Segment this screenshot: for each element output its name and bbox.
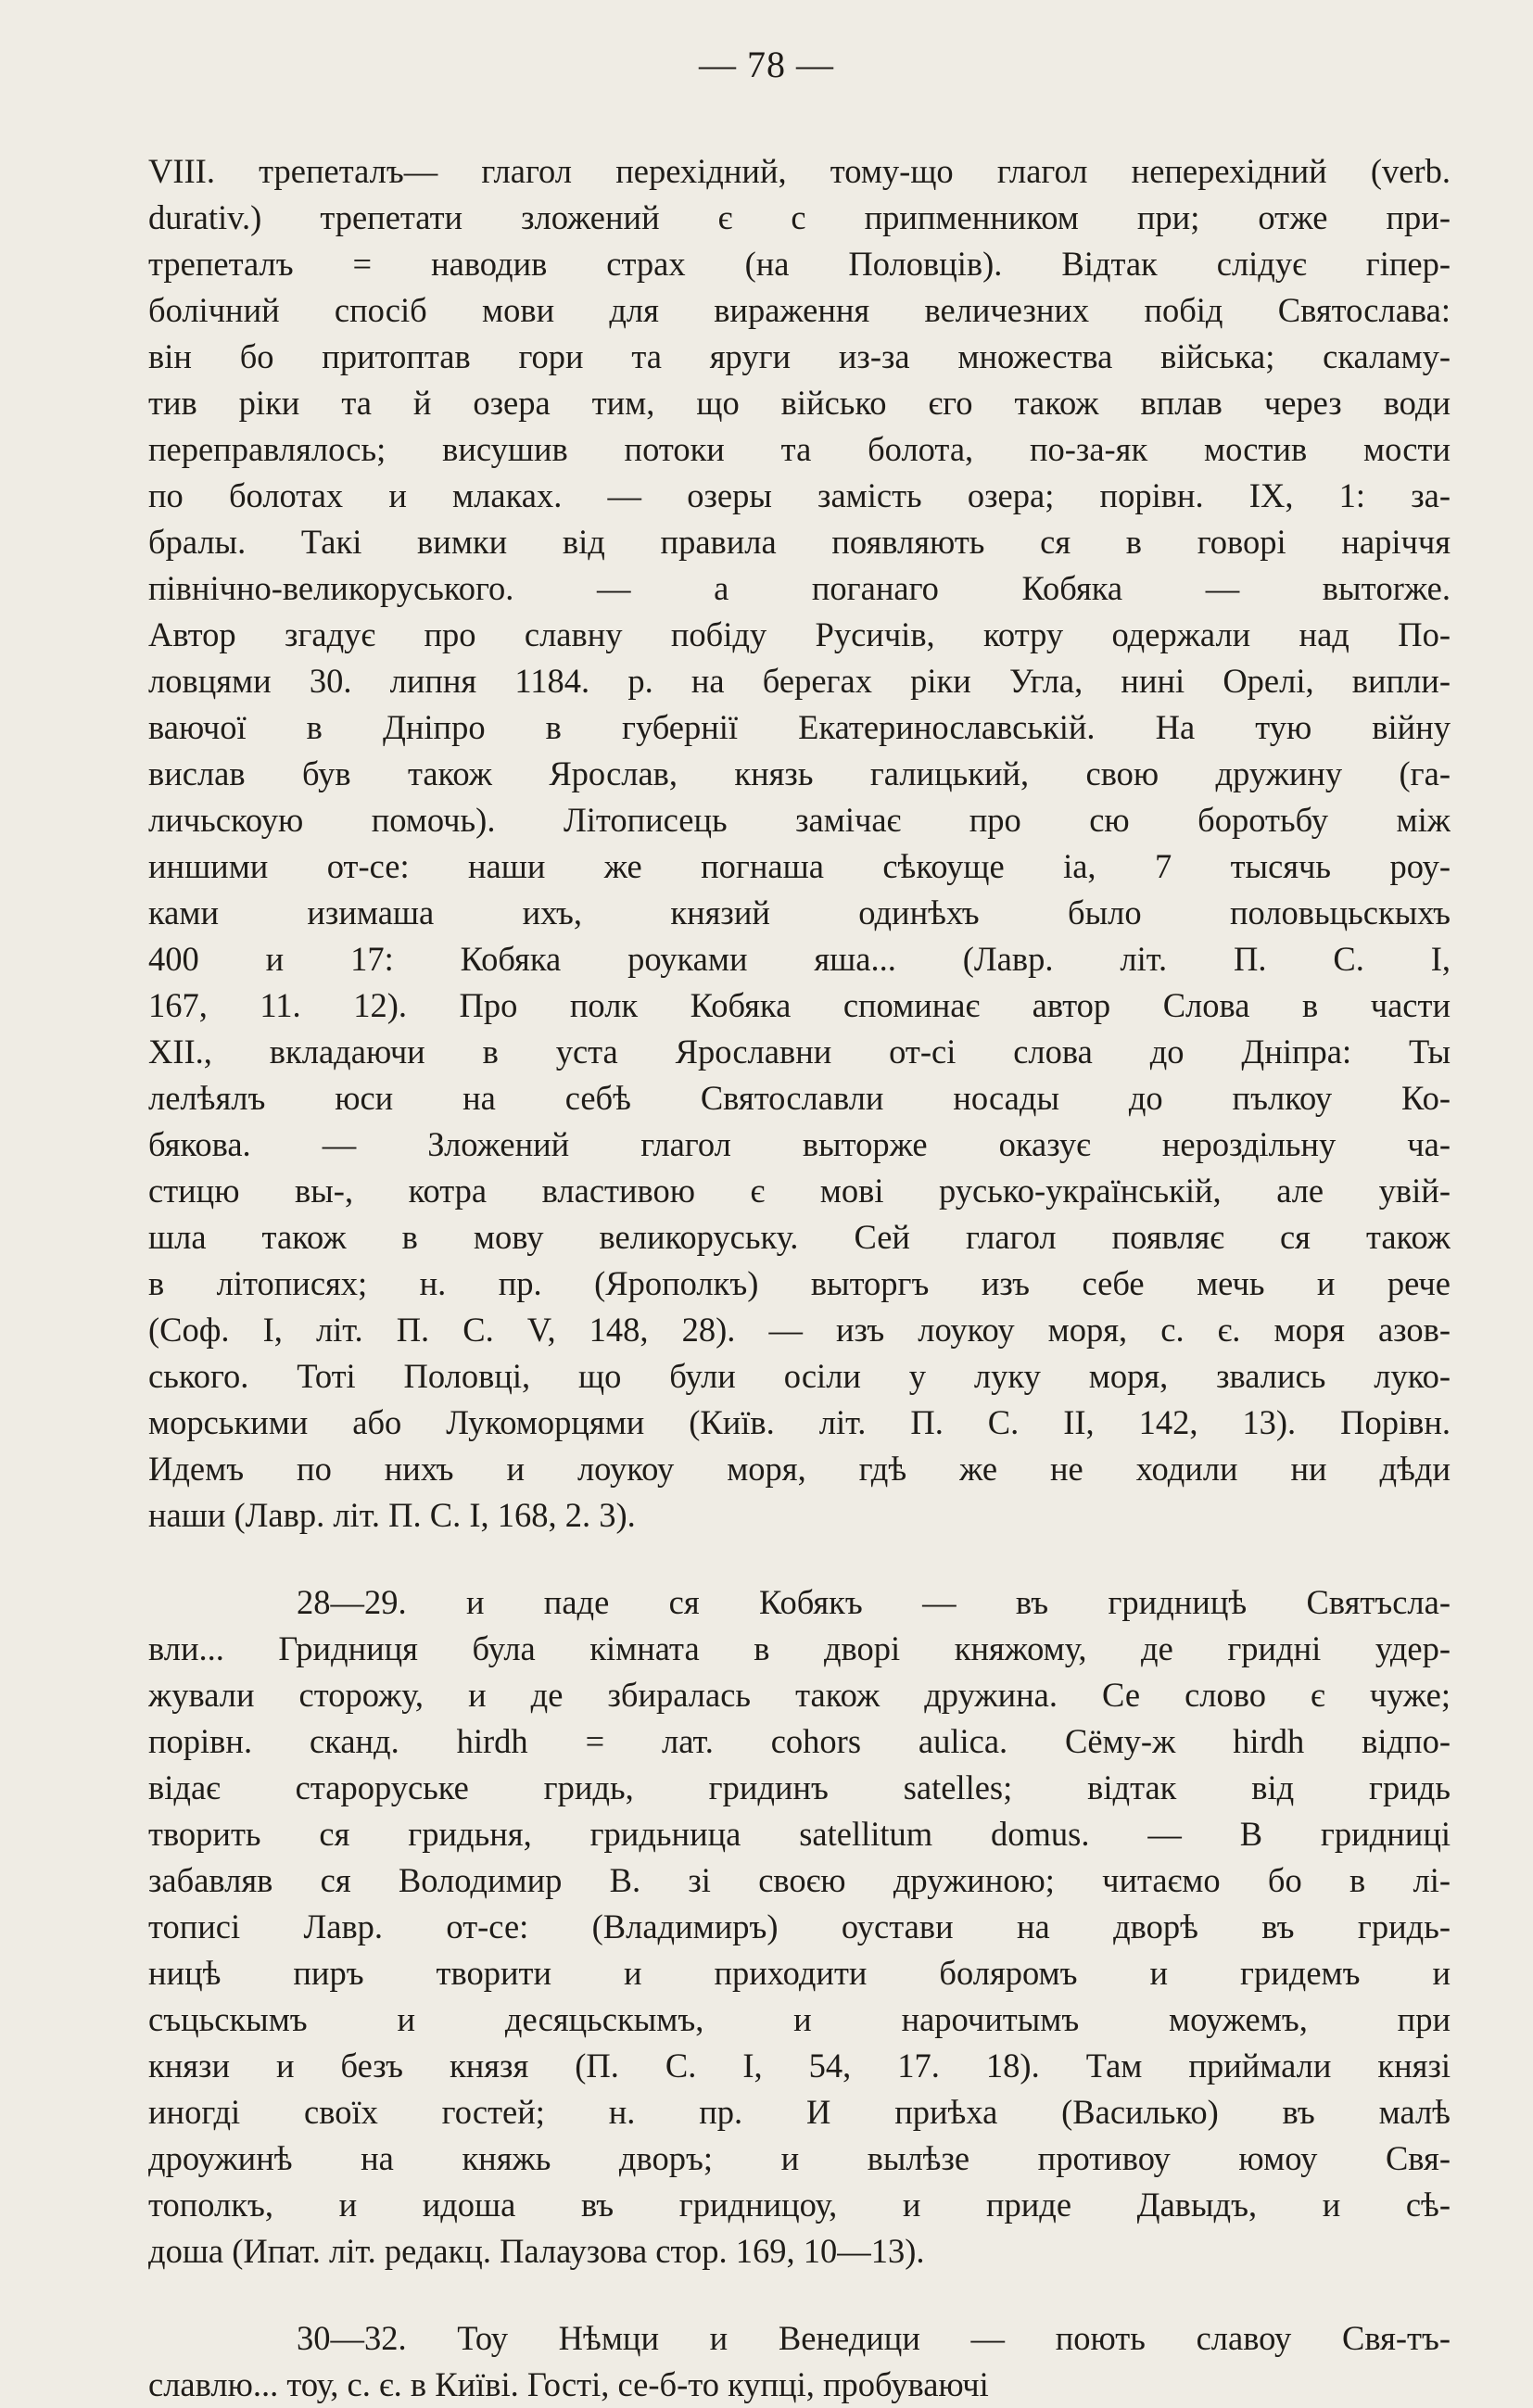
text-line: бякова. — Зложений глагол вытоpже оказує нероздільну ча- <box>148 1125 1451 1163</box>
text-line: съцьскымъ и десяцьскымъ, и нарочитымъ моужемъ, при <box>148 2000 1451 2038</box>
text-line: ваючої в Дніпро в губернії Екатеринославській. На тую війну <box>148 708 1451 746</box>
page-number: — 78 — <box>699 44 834 85</box>
text-line: доша (Ипат. літ. редакц. Палаузова стор. 169, 10—13). <box>148 2232 925 2270</box>
text-line: шла також в мову великоруську. Сей глагол появляє ся також <box>148 1218 1451 1256</box>
text-line: (Соф. I, літ. П. С. V, 148, 28). — изъ лоукоу моря, с. є. моря азов- <box>148 1311 1451 1349</box>
paragraph-30-32 <box>148 2315 1451 2408</box>
text-line: болічний спосіб мови для вираження величезних побід Святослава: <box>148 291 1451 329</box>
paragraph-28-29 <box>148 1579 1451 2275</box>
text-line: ловцями 30. липня 1184. р. на берегах ріки Угла, нині Орелі, випли- <box>148 662 1451 700</box>
text-line: durativ.) трепетати зложений є с припменником при; отже при- <box>148 198 1451 236</box>
paragraph-gap <box>148 2275 1451 2315</box>
text-line: XII., вкладаючи в уста Ярославни от-сі слова до Дніпра: Ты <box>148 1033 1451 1071</box>
text-line: князи и безъ князя (П. С. I, 54, 17. 18). Там приймали князі <box>148 2047 1451 2085</box>
paragraph-gap <box>148 1539 1451 1579</box>
text-line: жували сторожу, и де збиралась також дружина. Се слово є чуже; <box>148 1676 1451 1714</box>
text-line: дроужинѣ на княжь дворъ; и вылѣзе противоу юмоу Свя- <box>148 2139 1451 2177</box>
text-line: иншими от-се: наши же погнаша сѣкоуще ia, 7 тысячь роу- <box>148 847 1451 885</box>
paragraph-viii <box>148 148 1451 1539</box>
text-line: 30—32. Тоу Нѣмци и Венедици — поють славоу Свя-тъ- <box>297 2319 1451 2357</box>
text-line: в літописях; н. пр. (Ярополкъ) вытоpгъ изъ себе мечь и рече <box>148 1264 1451 1302</box>
text-line: північно-великоруського. — а поганаго Кобяка — вытorже. <box>148 569 1451 607</box>
text-line: стицю вы-, котра властивою є мові русько-українській, але увій- <box>148 1172 1451 1210</box>
text-line: тополкъ, и идоша въ гридницоу, и приде Давыдъ, и сѣ- <box>148 2186 1451 2224</box>
text-line: славлю... тоу, с. є. в Київі. Гості, се-б-то купці, пробуваючі <box>148 2365 989 2403</box>
text-line: лелѣялъ юси на себѣ Святославли носады до пълкоу Ко- <box>148 1079 1451 1117</box>
text-line: тописі Лавр. от-се: (Владимиръ) оустави на дворѣ въ гридь- <box>148 1907 1451 1945</box>
body-text <box>148 148 1451 2408</box>
text-line: 400 и 17: Кобяка роуками яша... (Лавр. літ. П. С. I, <box>148 940 1451 978</box>
text-line: він бо притоптав гори та яруги из-за множества війська; скаламу- <box>148 337 1451 375</box>
text-line: Идемъ по нихъ и лоукоу моря, гдѣ же не ходили ни дѣди <box>148 1450 1451 1488</box>
text-line: 167, 11. 12). Про полк Кобяка споминає автор Слова в части <box>148 986 1451 1024</box>
text-line: иногді своїх гостей; н. пр. И приѣха (Василько) въ малѣ <box>148 2093 1451 2131</box>
text-line: відає староруське гридь, гридинъ satelles; відтак від гридь <box>148 1768 1451 1806</box>
text-line: Автор згадує про славну побіду Русичів, котру одержали над По- <box>148 615 1451 653</box>
text-line: 28—29. и паде ся Кобякъ — въ гридницѣ Святъсла- <box>297 1583 1451 1621</box>
text-line: забавляв ся Володимир В. зі своєю дружиною; читаємо бо в лі- <box>148 1861 1451 1899</box>
text-line: тив ріки та й озера тим, що військо єго також вплав через води <box>148 384 1451 422</box>
text-line: трепеталъ = наводив страх (на Половців). Відтак слідує гіпер- <box>148 245 1451 283</box>
text-line: по болотах и млаках. — озеры замість озера; порівн. IX, 1: за- <box>148 476 1451 514</box>
text-line: бралы. Такі вимки від правила появляють ся в говорі наріччя <box>148 523 1451 561</box>
text-line: порівн. сканд. hirdh = лат. cohors aulica. Сёму-ж hirdh відпо- <box>148 1722 1451 1760</box>
text-line: наши (Лавр. літ. П. С. I, 168, 2. 3). <box>148 1496 636 1534</box>
text-line: переправлялось; висушив потоки та болота, по-за-як мостив мости <box>148 430 1451 468</box>
text-line: ського. Тоті Половці, що були осіли у луку моря, звались луко- <box>148 1357 1451 1395</box>
text-line: личьскоую помочь). Літописець замічає про сю боротьбу між <box>148 801 1451 839</box>
text-line: вли... Гридниця була кімната в дворі княжому, де гридні удер- <box>148 1629 1451 1667</box>
text-line: творить ся гридьня, гридьница satellitum domus. — В гридниці <box>148 1815 1451 1853</box>
text-line: вислав був також Ярослав, князь галицький, свою дружину (га- <box>148 754 1451 792</box>
text-line: морськими або Лукоморцями (Київ. літ. П. С. II, 142, 13). Порівн. <box>148 1403 1451 1441</box>
text-line: ницѣ пиръ творити и приходити боляромъ и гридемъ и <box>148 1954 1451 1992</box>
text-line: ками изимаша ихъ, князий одинѣхъ было половьцьскыхъ <box>148 893 1451 932</box>
text-line: VIII. трепеталъ— глагол перехідний, тому-що глагол неперехідний (verb. <box>148 152 1451 190</box>
